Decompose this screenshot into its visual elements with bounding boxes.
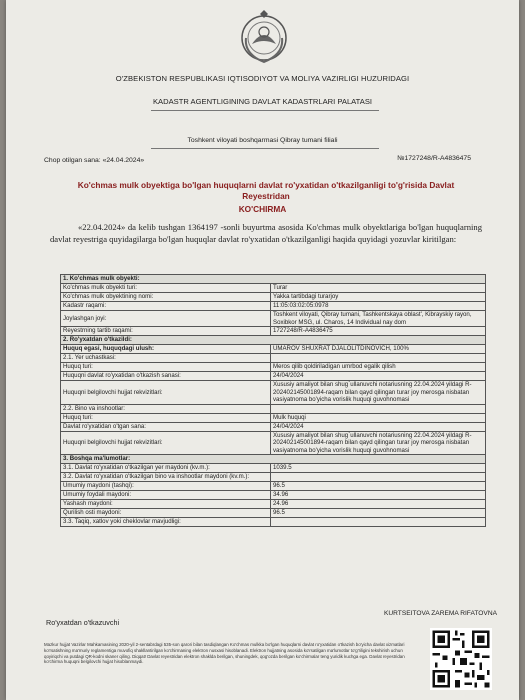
qr-code-icon[interactable] xyxy=(430,628,492,690)
table-row: Yashash maydoni: 24.96 xyxy=(61,500,486,509)
section-heading: 2. Ro'yxatdan o'tkazildi: xyxy=(61,336,486,345)
document-title: Ko'chmas mulk obyektiga bo'lgan huquqlarni davlat ro'yxatidan o'tkazilganligi to'g'risida Davlat Reyestridan xyxy=(77,180,455,201)
table-row: Qurilish osti maydoni: 96.5 xyxy=(61,509,486,518)
table-row: Huquq turi: Meros qilib qoldiriladigan umrbod egalik qilish xyxy=(61,363,486,372)
branch-header: Toshkent viloyati boshqarmasi Qibray tumani filiali xyxy=(187,137,338,144)
table-row: Umumiy foydali maydoni: 34.96 xyxy=(61,491,486,500)
table-row: 3.3. Taqiq, xatlov yoki cheklovlar mavjudligi: xyxy=(61,518,486,527)
state-emblem-icon xyxy=(238,8,290,66)
table-row: 3.2. Davlat ro'yxatidan o'tkazilgan bino va inshootlar maydoni (kv.m.): xyxy=(61,473,486,482)
table-row: 3.1. Davlat ro'yxatidan o'tkazilgan yer maydoni (kv.m.): 1039.5 xyxy=(61,464,486,473)
divider xyxy=(151,148,379,149)
document-page xyxy=(6,0,519,700)
table-row: Huquq turi: Mulk huquqi xyxy=(61,413,486,422)
table-row: Ko'chmas mulk obyektining nomi: Yakka tartibdagi turarjoy xyxy=(61,293,486,302)
divider xyxy=(151,110,379,111)
table-row: 2.1. Yer uchastkasi: xyxy=(61,354,486,363)
table-row: Joylashgan joyi: Toshkent viloyati, Qibray tumani, Tashkentskaya oblast', Kibrayskiy rayon, Soxibkor MSG, ul. Charos, 14 Individual nay dom xyxy=(61,311,486,327)
registrar-label: Ro'yxatdan o'tkazuvchi xyxy=(46,618,120,627)
intro-paragraph: «22.04.2024» da kelib tushgan 1364197 -sonli buyurtma asosida Ko'chmas mulk obyektlariga bo'lgan huquqlarning davlat reyestriga quyidagilarga bo'lgan huquqlar davlat ro'yxatidan o'tkazilganligi haqida quyidagi yozuvlar kiritilgan: xyxy=(50,222,482,244)
table-row: Umumiy maydoni (tashqi): 96.5 xyxy=(61,482,486,491)
table-row: Ko'chmas mulk obyekti turi: Turar xyxy=(61,284,486,293)
print-date: Chop otilgan sana: «24.04.2024» xyxy=(44,157,145,164)
table-row: Huquqni belgilovchi hujjat rekvizitlari: Xususiy amaliyot bilan shug`ullanuvchi notariusning 22.04.2024 yildagi R- 202402145001894-raqam bilan qayd qilingan turar joy merosga nisbatan vasiyatnoma bo'yicha vorislik huquqi guvohnomasi xyxy=(61,381,486,405)
document-subtitle: KO'CHIRMA xyxy=(238,204,287,214)
table-row: Reyestrning tartib raqami: 1727248/R-A4836475 xyxy=(61,327,486,336)
ministry-header: O'ZBEKISTON RESPUBLIKASI IQTISODIYOT VA MOLIYA VAZIRLIGI HUZURIDAGI xyxy=(115,74,410,83)
table-row: 2.2. Bino va inshootlar: xyxy=(61,404,486,413)
table-row: Huquq egasi, huquqdagi ulush: UMAROV SHUXRAT DJALOLITDINOVICH, 100% xyxy=(61,345,486,354)
table-row: Huquqni belgilovchi hujjat rekvizitlari: Xususiy amaliyot bilan shug`ullanuvchi notariusning 22.04.2024 yildagi R- 202402145001894-raqam bilan qayd qilingan turar joy merosga nisbatan vasiyatnoma bo'yicha vorislik huquqi guvohnomasi xyxy=(61,431,486,455)
table-row: Huquqni davlat ro'yxatidan o'tkazish sanasi: 24/04/2024 xyxy=(61,372,486,381)
section-heading: 1. Ko'chmas mulk obyekti: xyxy=(61,275,486,284)
table-row: Davlat ro'yxatidan o'tgan sana: 24/04/2024 xyxy=(61,422,486,431)
legal-note: Mazkur hujjat Vazirlar Mahkamasining 2020-yil 2-sentabrdagi 535-son qarori bilan tasdiqlangan Ko'chmas mulkka bo'lgan huquqlarni davlat ro'yxatidan o'tkazish bo'yicha davlat xizmatlari ko'rsatishning ma'muriy reglamentiga muvofiq shakllantirilgan ko'chirmaning elektron nusxasi hisoblanadi. Elektron hujjatning asosida ko'rsatilgan ma'lumotlar to'g'riligini tekshirish uchun qoyiriqchi va putdagi QR-kodni skaner qiling. Diqqat! Davlat reyestridan elektron shaklda berilgan, shuningdek, qog'ozda berilgan ko'chirmalar teng yuridik kuchga ega. Davlat reyestridan ko'chirma huquqni belgilovchi hujjat hisoblanmaydi. xyxy=(44,642,405,665)
agency-header: KADASTR AGENTLIGINING DAVLAT KADASTRLARI PALATASI xyxy=(152,97,372,106)
section-heading: 3. Boshqa ma'lumotlar: xyxy=(61,455,486,464)
registrar-name: KURTSEITOVA ZAREMA RIFATOVNA xyxy=(384,610,497,617)
registry-table xyxy=(60,274,486,527)
table-row: Kadastr raqami: 11:05:03:02:05:0978 xyxy=(61,302,486,311)
document-number: №1727248/R-A4836475 xyxy=(397,155,471,162)
